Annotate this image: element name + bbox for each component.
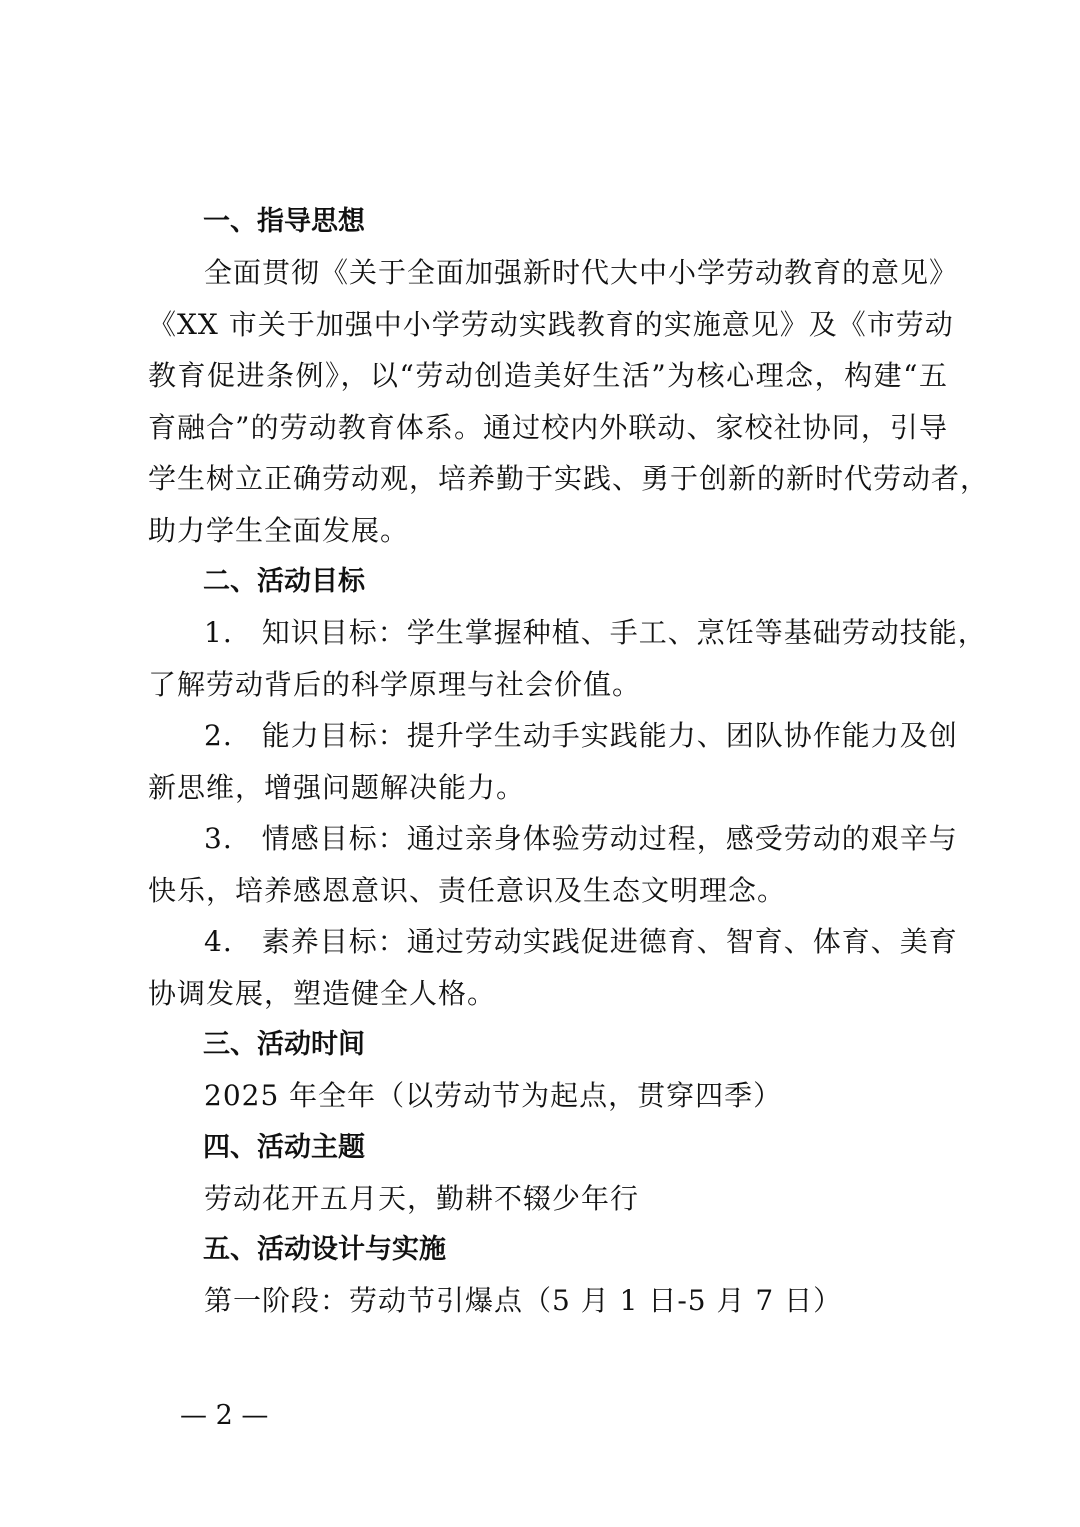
paragraph-line: 育融合”的劳动教育体系。通过校内外联动、家校社协同，引导 [148,410,948,444]
goal-item-emotion [148,813,958,916]
section-heading-activity-time: 三、活动时间 [203,1029,365,1060]
goal-item-literacy [148,916,958,1019]
goal-item-line: 新思维，增强问题解决能力。 [148,770,526,804]
goal-item-line: 快乐，培养感恩意识、责任意识及生态文明理念。 [148,873,787,907]
paragraph-line: 全面贯彻《关于全面加强新时代大中小学劳动教育的意见》 [204,256,959,289]
document-body [148,196,990,1327]
activity-time-text: 2025 年全年（以劳动节为起点，贯穿四季） [204,1079,783,1112]
paragraph-line: 助力学生全面发展。 [148,513,410,547]
section-heading-activity-theme: 四、活动主题 [203,1131,365,1163]
paragraph-line: 《XX 市关于加强中小学劳动实践教育的实施意见》及《市劳动 [148,307,954,341]
goal-item-knowledge [148,607,987,710]
goal-item-line: 3. 情感目标：通过亲身体验劳动过程，感受劳动的艰辛与 [204,822,958,855]
paragraph-line: 学生树立正确劳动观，培养勤于实践、勇于创新的新时代劳动者， [148,462,990,495]
goal-item-line: 1. 知识目标：学生掌握种植、手工、烹饪等基础劳动技能， [204,616,987,649]
goal-item-ability [148,710,958,813]
goal-item-line: 协调发展，塑造健全人格。 [148,976,497,1010]
activity-theme-text: 劳动花开五月天，勤耕不辍少年行 [204,1181,640,1215]
section-heading-activity-design: 五、活动设计与实施 [203,1234,446,1265]
activity-phase-one-text: 第一阶段：劳动节引爆点（5 月 1 日-5 月 7 日） [204,1284,843,1317]
section-heading-guiding-ideology: 一、指导思想 [203,206,365,237]
guiding-ideology-paragraph [148,247,990,556]
paragraph-line: 教育促进条例》，以“劳动创造美好生活”为核心理念，构建“五 [148,359,948,392]
goal-item-line: 了解劳动背后的科学原理与社会价值。 [148,667,642,701]
section-heading-activity-goals: 二、活动目标 [203,566,365,597]
page-number: — 2 — [180,1400,269,1431]
goal-item-line: 2. 能力目标：提升学生动手实践能力、团队协作能力及创 [204,719,958,752]
goal-item-line: 4. 素养目标：通过劳动实践促进德育、智育、体育、美育 [204,925,958,958]
